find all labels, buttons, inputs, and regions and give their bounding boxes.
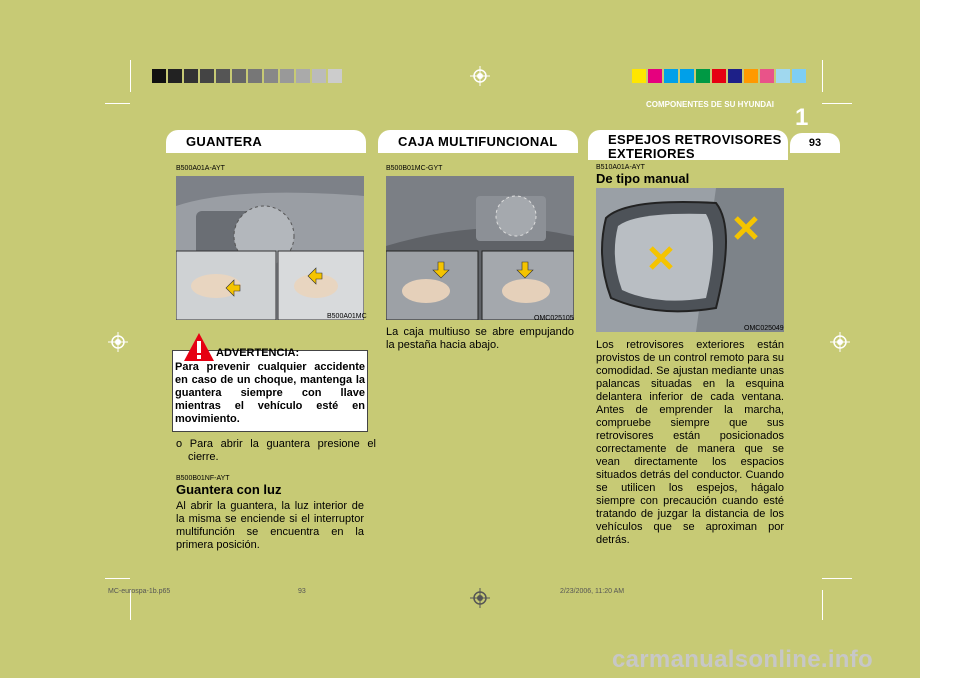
section-tab-label: EXTERIORES: [608, 146, 695, 161]
chapter-number: 1: [795, 104, 809, 131]
section-tab-guantera: [166, 130, 366, 153]
image-code: B500A01MC: [327, 313, 367, 320]
bullet-text: o Para abrir la guantera presione el cierre.: [176, 438, 376, 463]
color-swatch: [792, 69, 806, 83]
registration-mark-icon: [470, 588, 490, 608]
color-swatch: [696, 69, 710, 83]
section-tab-caja-multifuncional: [378, 130, 578, 153]
crop-mark: [105, 103, 130, 104]
registration-mark-icon: [108, 332, 128, 352]
color-swatch: [648, 69, 662, 83]
section-tab-espejos: [588, 130, 788, 160]
crop-mark: [130, 60, 131, 92]
page-number: 93: [790, 133, 840, 153]
color-swatch: [712, 69, 726, 83]
color-swatch: [280, 69, 294, 83]
section-code: B510A01A-AYT: [596, 164, 645, 171]
image-code: OMC025049: [744, 325, 784, 332]
footer-date: 2/23/2006, 11:20 AM: [560, 588, 625, 595]
glovebox-photo: [176, 176, 364, 320]
warning-triangle-icon: [183, 332, 215, 362]
color-swatch: [232, 69, 246, 83]
crop-mark: [822, 590, 823, 620]
warning-text: Para prevenir cualquier accidente en caso de un choque, mantenga la guantera siempre con llave mientras el vehículo esté en movimiento.: [175, 361, 365, 425]
watermark: carmanualsonline.info: [612, 646, 874, 673]
section-tab-label: ESPEJOS RETROVISORES: [608, 132, 782, 147]
sub-section-title: Guantera con luz: [176, 482, 282, 497]
color-bar-grayscale: [152, 69, 344, 83]
color-swatch: [680, 69, 694, 83]
color-swatch: [760, 69, 774, 83]
body-text: Los retrovisores exteriores están provistos de un control remoto para su comodidad. Se ajustan mediante unas palancas situadas en la esquina delantera inferior de cada ventana. Antes de emprender la marcha, compruebe siempre que sus retrovisores están posicionados correctamente de manera que se vean directamente los espacios situados detrás del conductor. Cuando se utilicen los espejos, hágalo siempre con precaución cuando esté tratando de juzgar la distancia de los vehículos que se aproximan por detrás.: [596, 339, 784, 546]
crop-mark: [822, 103, 852, 104]
section-tab-label: CAJA MULTIFUNCIONAL: [398, 134, 558, 149]
color-bar-color: [632, 69, 808, 83]
color-swatch: [184, 69, 198, 83]
color-swatch: [152, 69, 166, 83]
color-swatch: [312, 69, 326, 83]
sub-section-code: B500B01NF-AYT: [176, 475, 230, 482]
color-swatch: [664, 69, 678, 83]
color-swatch: [216, 69, 230, 83]
color-swatch: [328, 69, 342, 83]
color-swatch: [744, 69, 758, 83]
color-swatch: [200, 69, 214, 83]
crop-mark: [105, 578, 130, 579]
image-code: OMC025105: [534, 315, 574, 322]
color-swatch: [248, 69, 262, 83]
body-text: La caja multiuso se abre empujando la pestaña hacia abajo.: [386, 326, 574, 351]
crop-mark: [822, 578, 852, 579]
color-swatch: [296, 69, 310, 83]
color-swatch: [632, 69, 646, 83]
color-swatch: [728, 69, 742, 83]
registration-mark-icon: [470, 66, 490, 86]
sub-section-text: Al abrir la guantera, la luz interior de la misma se enciende si el interruptor multifunción se encuentra en la primera posición.: [176, 500, 364, 551]
registration-mark-icon: [830, 332, 850, 352]
sub-section-title: De tipo manual: [596, 171, 690, 186]
section-tab-label: GUANTERA: [186, 134, 263, 149]
section-code: B500B01MC-GYT: [386, 165, 443, 172]
warning-title: ADVERTENCIA:: [216, 347, 300, 359]
storage-box-photo: [386, 176, 574, 320]
crop-mark: [822, 60, 823, 92]
footer-file: MC-eurospa-1b.p65: [108, 588, 171, 595]
color-swatch: [168, 69, 182, 83]
color-swatch: [264, 69, 278, 83]
chapter-title: COMPONENTES DE SU HYUNDAI: [646, 100, 775, 109]
section-code: B500A01A-AYT: [176, 165, 225, 172]
footer-page: 93: [298, 588, 306, 595]
color-swatch: [776, 69, 790, 83]
mirror-photo: [596, 188, 784, 332]
